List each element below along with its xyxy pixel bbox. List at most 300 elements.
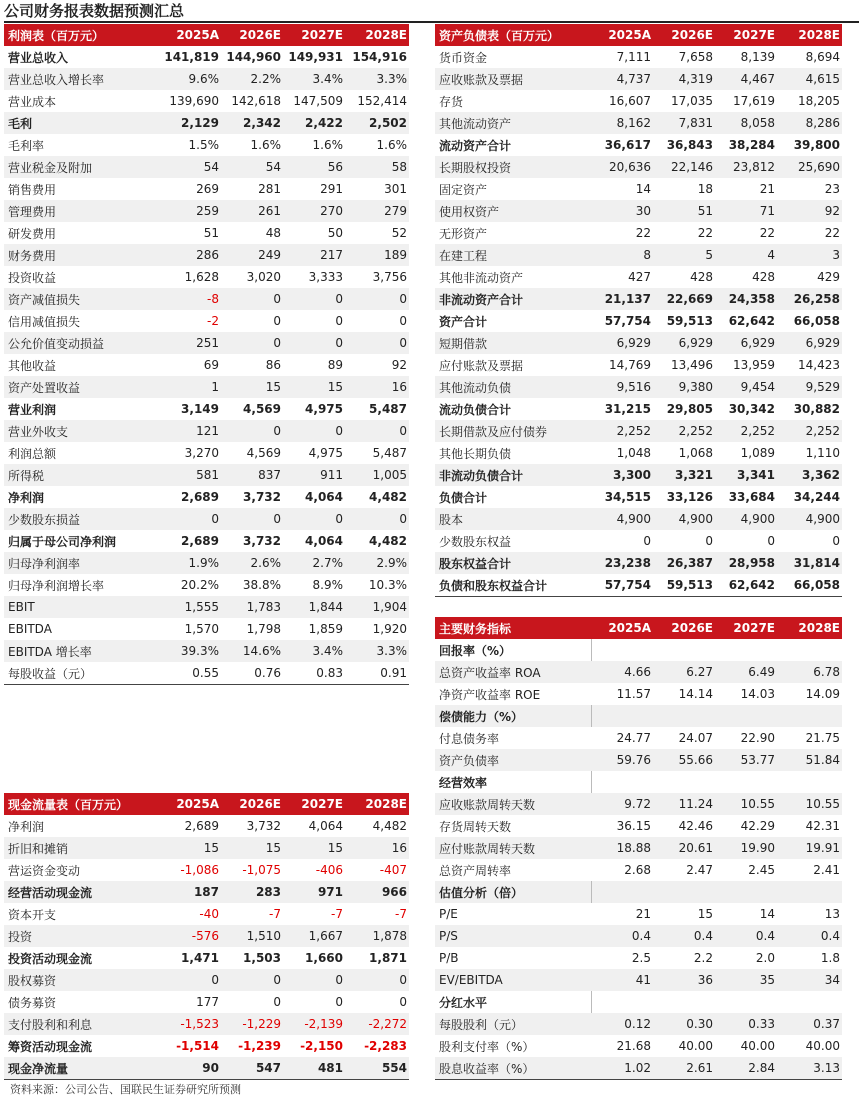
ratios-header-year: 2025A: [591, 617, 653, 639]
value-cell: 2,689: [181, 534, 219, 548]
value-cell: 0.33: [715, 1013, 777, 1035]
value-cell: 0: [283, 969, 345, 991]
value-cell: 6,929: [653, 332, 715, 354]
cashflow-row: [4, 925, 409, 947]
row-label: 投资收益: [8, 270, 57, 285]
value-cell: 19.90: [715, 837, 777, 859]
value-cell: 1.6%: [250, 138, 281, 152]
value-cell: 41: [591, 969, 653, 991]
value-cell: 6,929: [777, 332, 842, 354]
value-cell: 57,754: [604, 314, 651, 328]
value-cell: 36.15: [616, 819, 651, 833]
value-cell: 0: [159, 969, 221, 991]
section-empty-cell: [591, 991, 653, 1013]
value-cell: 966: [345, 881, 409, 903]
value-cell: 0: [345, 288, 409, 310]
income-row: [4, 156, 409, 178]
value-cell: 23: [824, 182, 840, 196]
value-cell: -407: [379, 863, 407, 877]
value-cell: 0: [221, 332, 283, 354]
income-row: [4, 486, 409, 508]
cashflow-header-year: 2026E: [221, 793, 283, 815]
ratios-header-year: 2028E: [777, 617, 842, 639]
value-cell: 1.6%: [376, 138, 407, 152]
value-cell: 1,844: [283, 596, 345, 618]
balance-row: [435, 112, 842, 134]
value-cell: 1,628: [184, 270, 219, 284]
value-cell: 36,843: [666, 138, 713, 152]
income-row: [4, 420, 409, 442]
balance-row: [435, 310, 842, 332]
value-cell: 189: [345, 244, 409, 266]
section-empty-cell: [715, 991, 777, 1013]
value-cell: 20.61: [653, 837, 715, 859]
value-cell: 3,333: [308, 270, 343, 284]
value-cell: 4: [715, 244, 777, 266]
value-cell: 36: [653, 969, 715, 991]
value-cell: 1,878: [345, 925, 409, 947]
row-label: 资产处置收益: [4, 376, 159, 398]
value-cell: 24.77: [616, 731, 651, 745]
value-cell: 3.4%: [283, 640, 345, 662]
value-cell: 6,929: [591, 332, 653, 354]
value-cell: 911: [283, 464, 345, 486]
value-cell: -7: [269, 907, 281, 921]
ratios-row: [435, 793, 842, 815]
balance-header-title: 资产负债表（百万元）: [435, 24, 591, 46]
balance-row: [435, 156, 842, 178]
row-label: 其他流动负债: [435, 376, 591, 398]
value-cell: 279: [345, 200, 409, 222]
value-cell: 0: [345, 420, 409, 442]
value-cell: 2.9%: [345, 552, 409, 574]
row-label: 管理费用: [4, 200, 159, 222]
value-cell: 428: [752, 270, 775, 284]
value-cell: 55.66: [653, 749, 715, 771]
value-cell: 16: [345, 837, 409, 859]
row-label: 使用权资产: [435, 200, 591, 222]
value-cell: 1,871: [369, 951, 407, 965]
value-cell: 9.72: [591, 793, 653, 815]
value-cell: 2.0: [755, 951, 775, 965]
value-cell: 0.4: [591, 925, 653, 947]
value-cell: 9,454: [715, 376, 777, 398]
value-cell: 270: [283, 200, 345, 222]
value-cell: 14.09: [805, 687, 840, 701]
section-empty-cell: [653, 639, 715, 661]
section-label: 分红水平: [439, 995, 488, 1010]
page-title: 公司财务报表数据预测汇总: [4, 2, 185, 20]
row-label: EBITDA: [8, 622, 52, 636]
row-label: 应收账款周转天数: [435, 793, 591, 815]
value-cell: 8: [591, 244, 653, 266]
value-cell: 2,252: [653, 420, 715, 442]
value-cell: 0.4: [653, 925, 715, 947]
ratios-header-year: 2027E: [715, 617, 777, 639]
value-cell: 249: [221, 244, 283, 266]
row-label: 股东权益合计: [435, 552, 591, 574]
value-cell: 2.45: [748, 863, 775, 877]
value-cell: 66,058: [793, 314, 840, 328]
value-cell: 9.6%: [159, 68, 221, 90]
row-label: EBITDA 增长率: [4, 640, 159, 662]
value-cell: 0: [345, 969, 409, 991]
ratios-section-row: [435, 639, 842, 661]
value-cell: 42.29: [740, 819, 775, 833]
value-cell: 1.8: [820, 951, 840, 965]
value-cell: 58: [345, 156, 409, 178]
row-label: 其他收益: [8, 358, 57, 373]
section-empty-cell: [591, 771, 653, 793]
value-cell: 3,756: [372, 270, 407, 284]
value-cell: 22,669: [653, 288, 715, 310]
value-cell: 54: [159, 156, 221, 178]
value-cell: 25,690: [777, 156, 842, 178]
row-label: 销售费用: [8, 182, 57, 197]
value-cell: 1,798: [246, 622, 281, 636]
row-label: 少数股东损益: [4, 508, 159, 530]
value-cell: 15: [697, 907, 713, 921]
value-cell: 283: [221, 881, 283, 903]
value-cell: 1.5%: [188, 138, 219, 152]
row-label: 总资产收益率 ROA: [435, 661, 591, 683]
value-cell: 0: [345, 508, 409, 530]
row-label: 其他流动资产: [435, 112, 591, 134]
value-cell: 2.84: [715, 1057, 777, 1080]
value-cell: -40: [199, 907, 219, 921]
value-cell: 10.3%: [368, 578, 407, 592]
ratios-row: [435, 1013, 842, 1035]
value-cell: 1,048: [616, 446, 651, 460]
ratios-row: [435, 683, 842, 705]
value-cell: 0: [273, 995, 281, 1009]
value-cell: 2.6%: [221, 552, 283, 574]
balance-row: [435, 244, 842, 266]
value-cell: 35: [715, 969, 777, 991]
section-label: 经营效率: [439, 775, 488, 790]
value-cell: 3.4%: [283, 68, 345, 90]
value-cell: 4,900: [715, 508, 777, 530]
section-empty-cell: [715, 881, 777, 903]
cashflow-row: [4, 903, 409, 925]
row-label: 投资活动现金流: [8, 951, 93, 966]
value-cell: 971: [283, 881, 345, 903]
row-label: 其他长期负债: [439, 446, 512, 461]
balance-header-year: 2026E: [653, 24, 715, 46]
row-label: P/E: [439, 907, 458, 921]
row-label: 存货周转天数: [439, 819, 512, 834]
value-cell: 8.9%: [312, 578, 343, 592]
value-cell: 22: [824, 226, 840, 240]
value-cell: 11.24: [653, 793, 715, 815]
value-cell: 17,619: [733, 94, 775, 108]
value-cell: 14.03: [740, 687, 775, 701]
value-cell: 30: [591, 200, 653, 222]
row-label: 经营活动现金流: [4, 881, 159, 903]
value-cell: 1,904: [345, 596, 409, 618]
section-empty-cell: [653, 771, 715, 793]
income-header-year: 2026E: [221, 24, 283, 46]
value-cell: 92: [391, 358, 407, 372]
value-cell: 4,900: [777, 508, 842, 530]
value-cell: 51.84: [777, 749, 842, 771]
value-cell: 4,900: [653, 508, 715, 530]
cashflow-row: [4, 1013, 409, 1035]
section-empty-cell: [777, 639, 842, 661]
value-cell: 4,064: [305, 534, 343, 548]
row-label: 每股收益（元）: [4, 662, 159, 685]
income-row: [4, 530, 409, 552]
row-label: 营业总收入: [8, 50, 69, 65]
balance-row: [435, 134, 842, 156]
balance-row: [435, 354, 842, 376]
income-row: [4, 574, 409, 596]
value-cell: 291: [320, 182, 343, 196]
value-cell: 21.68: [616, 1039, 651, 1053]
value-cell: 22.90: [740, 731, 775, 745]
section-empty-cell: [715, 705, 777, 727]
value-cell: 8,162: [591, 112, 653, 134]
cashflow-row: [4, 947, 409, 969]
balance-row: [435, 68, 842, 90]
balance-row: [435, 200, 842, 222]
value-cell: 6.49: [715, 661, 777, 683]
value-cell: 15: [159, 837, 221, 859]
value-cell: 18,205: [798, 94, 840, 108]
value-cell: 34,515: [604, 490, 651, 504]
value-cell: 34,244: [793, 490, 840, 504]
ratios-row: [435, 859, 842, 881]
value-cell: 66,058: [777, 574, 842, 597]
value-cell: 0.55: [159, 662, 221, 685]
balance-row: [435, 442, 842, 464]
section-label: 估值分析（倍）: [435, 881, 591, 903]
row-label: 在建工程: [435, 244, 591, 266]
value-cell: 581: [159, 464, 221, 486]
row-label: 少数股东权益: [439, 534, 512, 549]
row-label: 货币资金: [439, 50, 488, 65]
value-cell: 6.27: [653, 661, 715, 683]
value-cell: 23,238: [591, 552, 653, 574]
row-label: 存货: [439, 94, 464, 109]
value-cell: 52: [391, 226, 407, 240]
row-label: 毛利率: [8, 138, 45, 153]
section-label: 回报率（%）: [439, 643, 512, 658]
cashflow-header-year: 2028E: [345, 793, 409, 815]
value-cell: 53.77: [715, 749, 777, 771]
value-cell: 0.12: [591, 1013, 653, 1035]
income-row: [4, 552, 409, 574]
value-cell: 837: [221, 464, 283, 486]
value-cell: -7: [395, 907, 407, 921]
row-label: 折旧和摊销: [4, 837, 159, 859]
value-cell: -1,229: [221, 1013, 283, 1035]
value-cell: 3,300: [591, 464, 653, 486]
value-cell: 2,252: [591, 420, 653, 442]
value-cell: 14: [635, 182, 651, 196]
income-row: [4, 662, 409, 685]
row-label: 营业税金及附加: [4, 156, 159, 178]
value-cell: -2,150: [300, 1039, 343, 1053]
value-cell: 1,068: [678, 446, 713, 460]
value-cell: 0: [705, 534, 713, 548]
section-empty-cell: [591, 705, 653, 727]
value-cell: 92: [777, 200, 842, 222]
value-cell: 62,642: [715, 574, 777, 597]
balance-row: [435, 266, 842, 288]
value-cell: -1,514: [176, 1039, 219, 1053]
row-label: 付息债务率: [439, 731, 500, 746]
value-cell: 20,636: [591, 156, 653, 178]
value-cell: 51: [203, 226, 219, 240]
ratios-section-row: [435, 705, 842, 727]
value-cell: 4,975: [308, 446, 343, 460]
ratios-row: [435, 947, 842, 969]
value-cell: 4,900: [591, 508, 653, 530]
value-cell: 3.3%: [345, 68, 409, 90]
value-cell: 54: [221, 156, 283, 178]
value-cell: 38,284: [728, 138, 775, 152]
value-cell: 21: [759, 182, 775, 196]
value-cell: 29,805: [666, 402, 713, 416]
row-label: 长期借款及应付债券: [435, 420, 591, 442]
cashflow-header-row: [4, 793, 409, 815]
value-cell: 2.2%: [221, 68, 283, 90]
balance-row: [435, 222, 842, 244]
income-header-row: [4, 24, 409, 46]
key-ratios-table: [435, 617, 842, 1080]
row-label: 现金净流量: [4, 1057, 159, 1080]
value-cell: 2.68: [624, 863, 651, 877]
value-cell: 13: [824, 907, 840, 921]
value-cell: 0: [283, 332, 345, 354]
value-cell: 2.5: [631, 951, 651, 965]
value-cell: 11.57: [616, 687, 651, 701]
row-label: 净资产收益率 ROE: [439, 687, 541, 702]
value-cell: 42.46: [678, 819, 713, 833]
value-cell: -2,139: [283, 1013, 345, 1035]
value-cell: -2: [207, 314, 219, 328]
value-cell: 13,496: [671, 358, 713, 372]
value-cell: 3,732: [243, 490, 281, 504]
value-cell: 427: [628, 270, 651, 284]
row-label: 营运资金变动: [8, 863, 81, 878]
value-cell: 33,126: [666, 490, 713, 504]
balance-row: [435, 90, 842, 112]
value-cell: 0.76: [221, 662, 283, 685]
value-cell: 1,005: [345, 464, 409, 486]
income-row: [4, 376, 409, 398]
value-cell: 3.13: [777, 1057, 842, 1080]
value-cell: 2.61: [653, 1057, 715, 1080]
value-cell: 261: [221, 200, 283, 222]
value-cell: 3,270: [184, 446, 219, 460]
row-label: 资产合计: [439, 314, 488, 329]
value-cell: 13,959: [733, 358, 775, 372]
value-cell: 4,064: [305, 490, 343, 504]
value-cell: 40.00: [805, 1039, 840, 1053]
value-cell: 1,555: [159, 596, 221, 618]
value-cell: 7,831: [653, 112, 715, 134]
ratios-row: [435, 661, 842, 683]
income-row: [4, 596, 409, 618]
row-label: 信用减值损失: [8, 314, 81, 329]
value-cell: 1.9%: [159, 552, 221, 574]
balance-row: [435, 288, 842, 310]
balance-row: [435, 398, 842, 420]
row-label: 其他非流动资产: [439, 270, 524, 285]
section-empty-cell: [591, 639, 653, 661]
row-label: 归母净利润率: [4, 552, 159, 574]
row-label: 流动资产合计: [439, 138, 512, 153]
section-empty-cell: [715, 771, 777, 793]
value-cell: 3,020: [246, 270, 281, 284]
value-cell: 3,732: [246, 819, 281, 833]
value-cell: 0.4: [715, 925, 777, 947]
balance-header-year: 2028E: [777, 24, 842, 46]
row-label: 债务募资: [8, 995, 57, 1010]
value-cell: 2,502: [345, 112, 409, 134]
value-cell: 3,321: [653, 464, 715, 486]
value-cell: 0: [159, 508, 221, 530]
row-label: 利润总额: [8, 446, 57, 461]
row-label: 资产减值损失: [4, 288, 159, 310]
value-cell: 7,658: [678, 50, 713, 64]
value-cell: 2,252: [777, 420, 842, 442]
income-header-year: 2025A: [159, 24, 221, 46]
income-row: [4, 288, 409, 310]
value-cell: 2,689: [184, 819, 219, 833]
value-cell: 15: [283, 376, 345, 398]
value-cell: 0: [832, 534, 840, 548]
income-row: [4, 112, 409, 134]
row-label: 筹资活动现金流: [8, 1039, 93, 1054]
section-empty-cell: [591, 881, 653, 903]
row-label: 股权募资: [4, 969, 159, 991]
value-cell: 31,215: [604, 402, 651, 416]
row-label: 股利支付率（%）: [439, 1039, 535, 1054]
value-cell: -2,283: [364, 1039, 407, 1053]
value-cell: 3: [777, 244, 842, 266]
value-cell: 14: [759, 907, 775, 921]
value-cell: 0: [273, 314, 281, 328]
value-cell: 20.2%: [180, 578, 219, 592]
value-cell: 4,569: [246, 446, 281, 460]
value-cell: 51: [653, 200, 715, 222]
ratios-row: [435, 969, 842, 991]
value-cell: 4,737: [591, 68, 653, 90]
ratios-row: [435, 1035, 842, 1057]
value-cell: 281: [258, 182, 281, 196]
value-cell: -8: [159, 288, 221, 310]
cash-flow-table: [4, 793, 409, 1080]
value-cell: -406: [315, 863, 343, 877]
value-cell: 21,137: [591, 288, 653, 310]
value-cell: 3.3%: [345, 640, 409, 662]
income-row: [4, 618, 409, 640]
value-cell: 0: [335, 314, 343, 328]
value-cell: 0.37: [777, 1013, 842, 1035]
value-cell: 2.2: [693, 951, 713, 965]
cashflow-header-year: 2027E: [283, 793, 345, 815]
value-cell: 59,513: [666, 314, 713, 328]
value-cell: 34: [777, 969, 842, 991]
value-cell: 10.55: [715, 793, 777, 815]
value-cell: 18: [697, 182, 713, 196]
cashflow-header-year: 2025A: [159, 793, 221, 815]
value-cell: 0: [345, 332, 409, 354]
row-label: 营业外收支: [4, 420, 159, 442]
